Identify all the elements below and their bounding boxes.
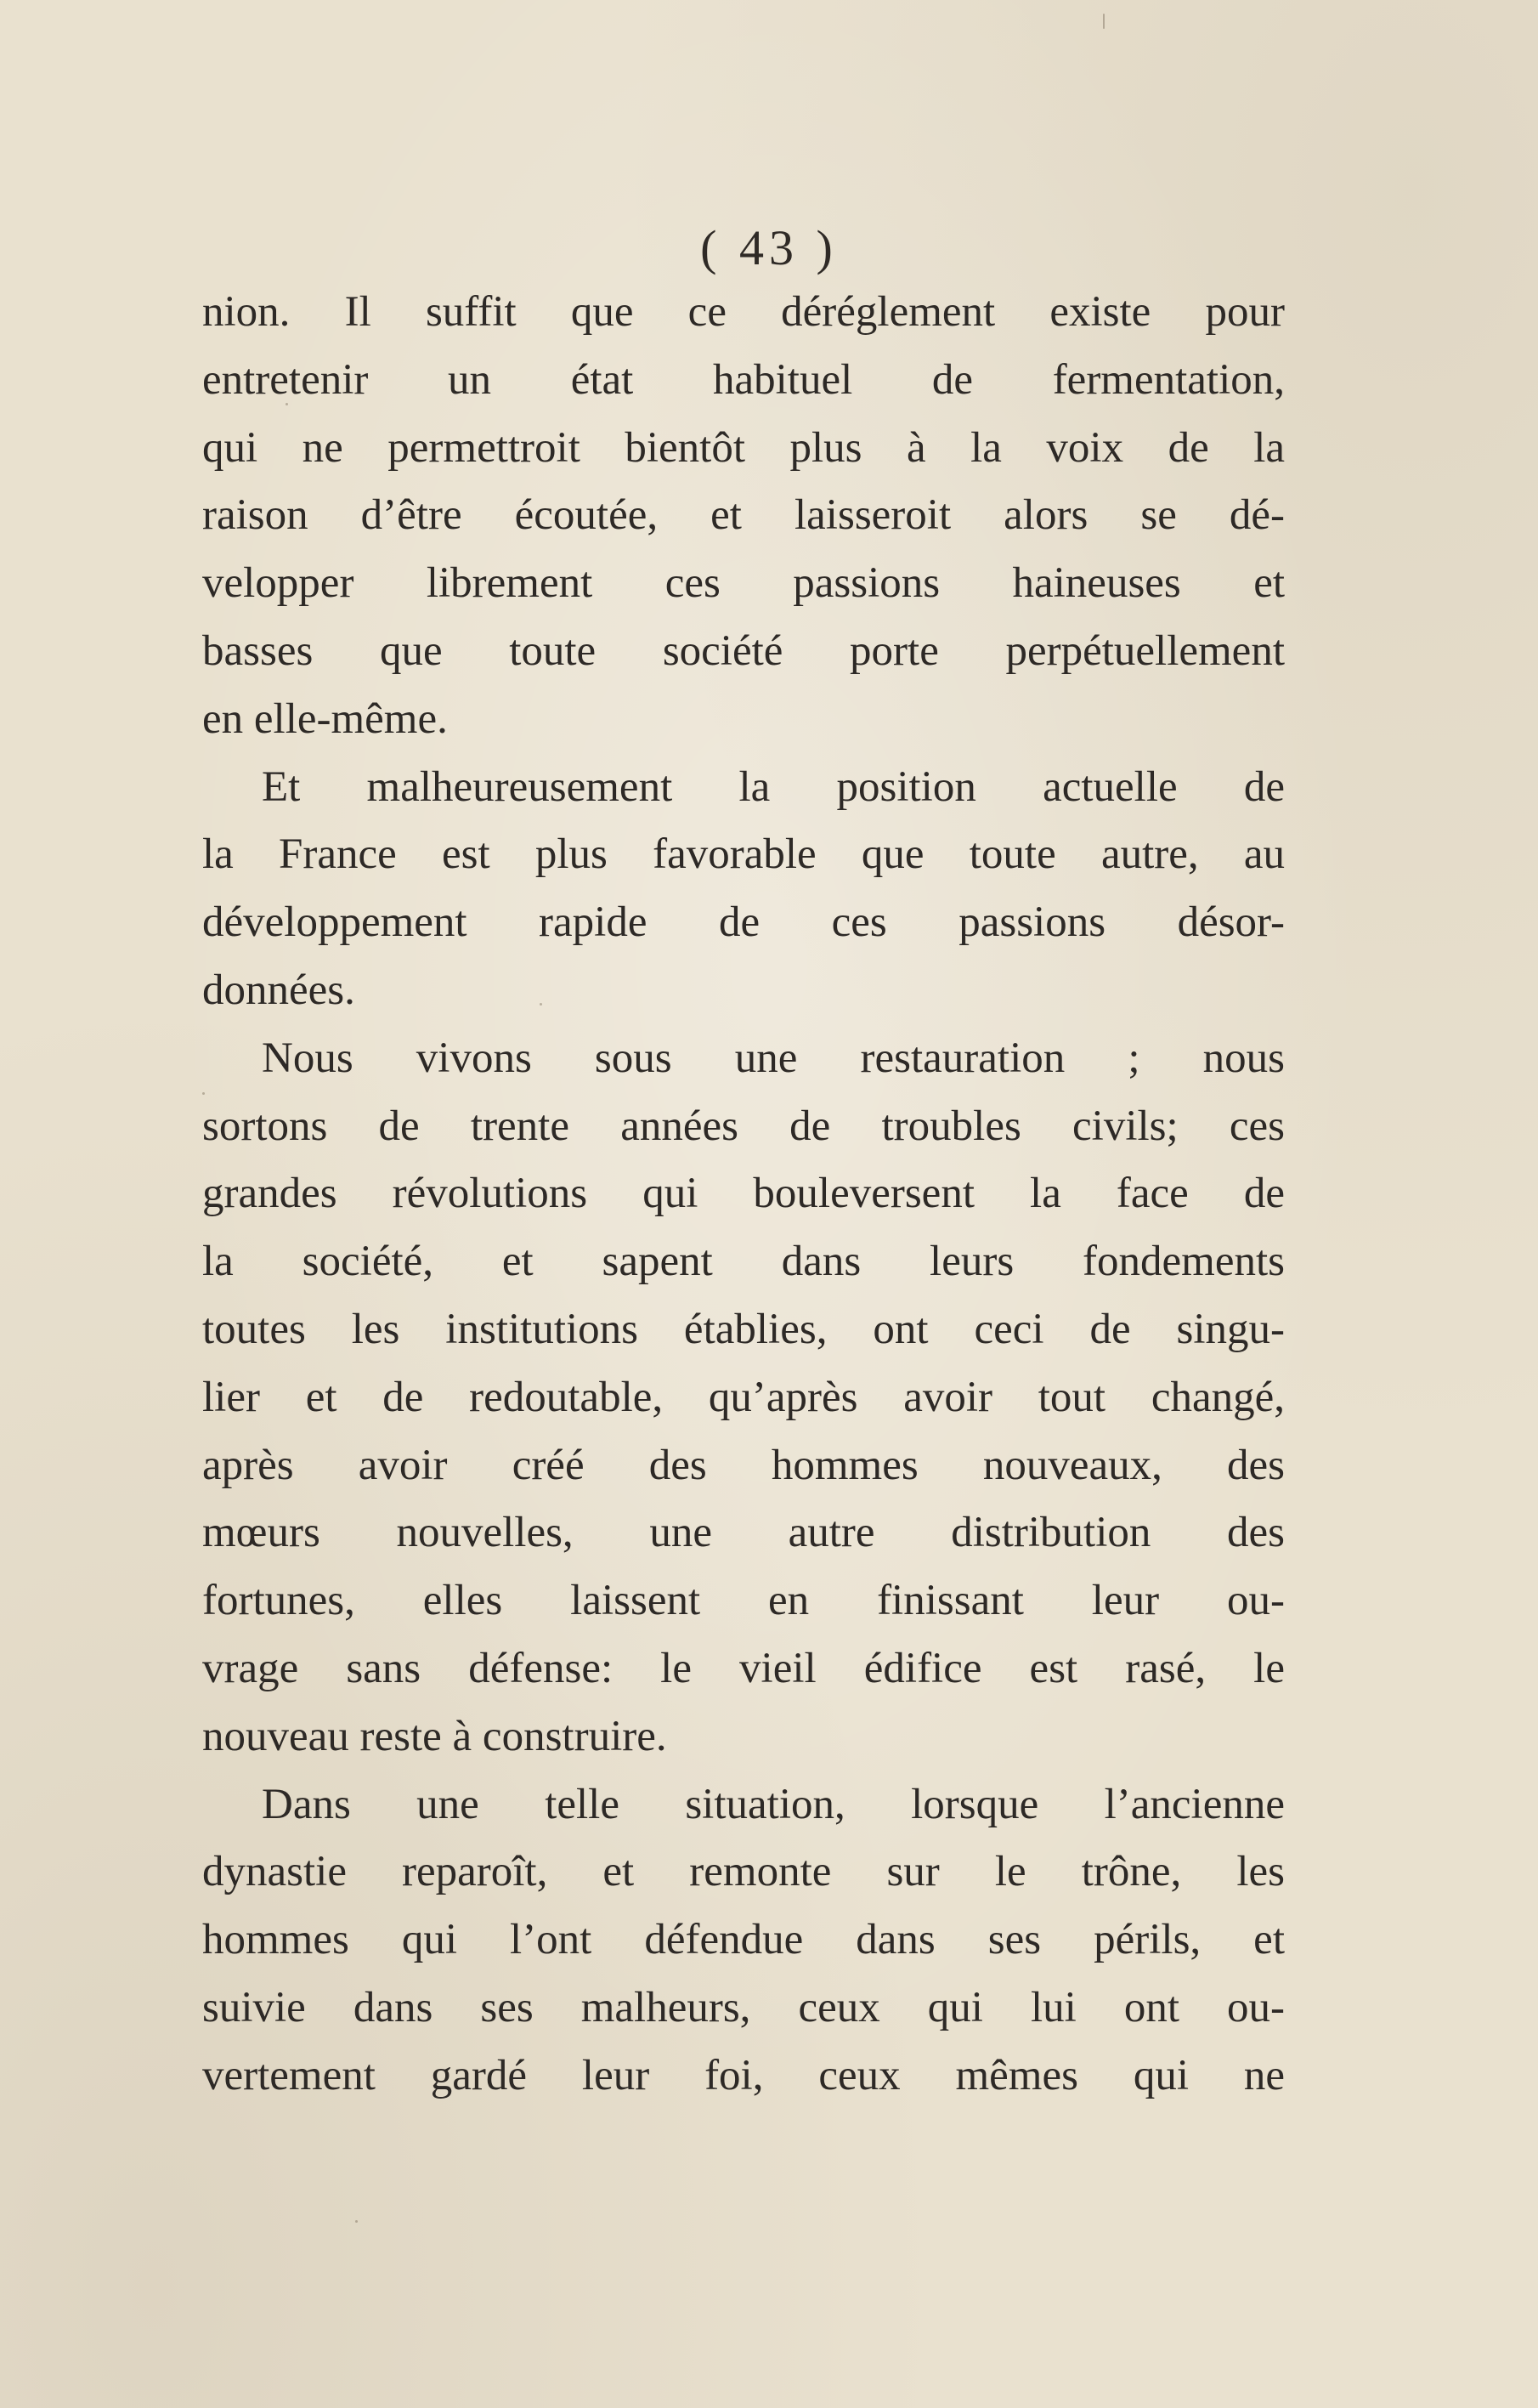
text-line: raison d’être écoutée, et laisseroit alors se dé-	[202, 491, 1285, 540]
text-line: lier et de redoutable, qu’après avoir tout changé,	[202, 1373, 1285, 1421]
text-line: nion. Il suffit que ce déréglement existe pour	[202, 288, 1285, 336]
text-line: données.	[202, 966, 355, 1014]
text-line: la société, et sapent dans leurs fondements	[202, 1238, 1285, 1286]
text-line: Et malheureusement la position actuelle de	[262, 762, 1285, 811]
text-line: qui ne permettroit bientôt plus à la voix de la	[202, 423, 1285, 472]
paper-speck	[355, 2220, 358, 2223]
text-line: fortunes, elles laissent en finissant leur ou-	[202, 1577, 1285, 1625]
text-line: après avoir créé des hommes nouveaux, des	[202, 1441, 1285, 1489]
text-line: vrage sans défense: le vieil édifice est rasé, le	[202, 1644, 1285, 1692]
body-text	[202, 279, 1285, 2111]
text-line: Nous vivons sous une restauration ; nous	[262, 1034, 1285, 1082]
text-line: toutes les institutions établies, ont ceci de singu-	[202, 1305, 1285, 1353]
page-number: ( 43 )	[700, 220, 838, 275]
text-line: entretenir un état habituel de fermentation,	[202, 355, 1285, 404]
text-line: grandes révolutions qui bouleversent la face de	[202, 1170, 1285, 1218]
text-line: en elle-même.	[202, 694, 448, 743]
text-line: basses que toute société porte perpétuellement	[202, 626, 1285, 675]
text-line: nouveau reste à construire.	[202, 1712, 667, 1760]
text-line: vertement gardé leur foi, ceux mêmes qui ne	[202, 2051, 1285, 2099]
text-line: la France est plus favorable que toute autre, au	[202, 830, 1285, 879]
text-line: suivie dans ses malheurs, ceux qui lui ont ou-	[202, 1983, 1285, 2031]
text-line: dynastie reparoît, et remonte sur le trône, les	[202, 1848, 1285, 1896]
text-line: hommes qui l’ont défendue dans ses périls, et	[202, 1916, 1285, 1964]
text-line: développement rapide de ces passions désor-	[202, 898, 1285, 947]
text-line: sortons de trente années de troubles civils; ces	[202, 1102, 1285, 1150]
text-line: Dans une telle situation, lorsque l’ancienne	[262, 1780, 1285, 1828]
paper-speck	[1103, 14, 1105, 29]
text-line: velopper librement ces passions haineuses et	[202, 559, 1285, 608]
text-line: mœurs nouvelles, une autre distribution des	[202, 1509, 1285, 1557]
